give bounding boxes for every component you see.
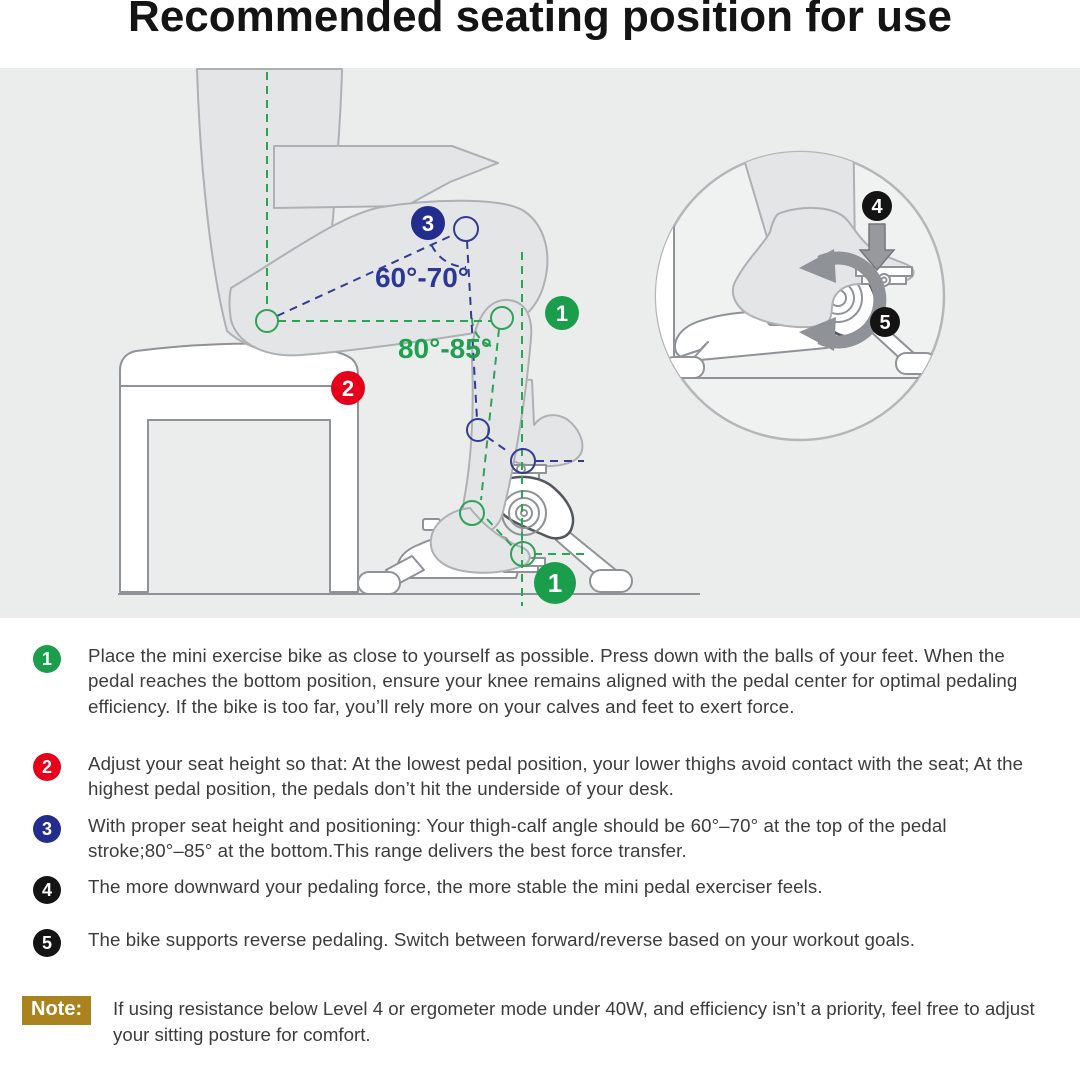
seating-diagram — [0, 68, 1080, 618]
instruction-text-3: With proper seat height and positioning: Your thigh-calf angle should be 60°–70° at the top of the pedal stroke;80°–85° at the bottom.This range delivers the best force transfer. — [88, 815, 947, 862]
instruction-item-1 — [33, 645, 1043, 719]
instruction-item-5 — [33, 929, 1043, 952]
note-label: Note: — [22, 996, 91, 1025]
list-badge-1: 1 — [33, 645, 61, 673]
list-badge-4: 4 — [33, 876, 61, 904]
stool — [120, 344, 358, 592]
bike-front-foot-cap — [590, 570, 632, 592]
angle-label-bottom: 80°-85° — [397, 333, 493, 364]
person-arm — [274, 146, 498, 208]
list-badge-2: 2 — [33, 753, 61, 781]
svg-text:2: 2 — [341, 376, 355, 401]
inset-front-foot-cap — [896, 353, 936, 374]
list-badge-3: 3 — [33, 815, 61, 843]
svg-text:1: 1 — [555, 301, 569, 326]
list-badge-5: 5 — [33, 929, 61, 957]
note-text: If using resistance below Level 4 or ergometer mode under 40W, and efficiency isn’t a priority, feel free to adjust your sitting posture for comfort. — [113, 998, 1035, 1045]
instruction-text-5: The bike supports reverse pedaling. Switch between forward/reverse based on your workout goals. — [88, 929, 915, 950]
instruction-item-4 — [33, 876, 1043, 899]
instruction-item-3 — [33, 815, 1043, 864]
svg-text:5: 5 — [879, 312, 891, 334]
pedal-closeup-inset — [646, 108, 944, 440]
note-section — [22, 996, 1052, 1048]
svg-text:3: 3 — [421, 211, 435, 236]
angle-label-top: 60°-70° — [374, 262, 470, 293]
svg-text:4: 4 — [871, 196, 883, 218]
bike-rear-foot-cap — [358, 572, 400, 594]
instruction-text-1: Place the mini exercise bike as close to yourself as possible. Press down with the balls of your feet. When the pedal reaches the bottom position, ensure your knee remains aligned with the pedal center for optimal pedaling efficiency. If the bike is too far, you’ll rely more on your calves and feet to exert force. — [88, 645, 1018, 717]
page-title: Recommended seating position for use — [128, 0, 952, 41]
svg-text:1: 1 — [547, 568, 563, 598]
illustration-panel — [0, 68, 1080, 618]
inset-wall — [646, 210, 674, 380]
instruction-text-4: The more downward your pedaling force, the more stable the mini pedal exerciser feels. — [88, 876, 823, 897]
instruction-text-2: Adjust your seat height so that: At the lowest pedal position, your lower thighs avoid contact with the seat; At the highest pedal position, the pedals don’t hit the underside of your desk. — [88, 753, 1024, 800]
instruction-item-2 — [33, 753, 1043, 802]
